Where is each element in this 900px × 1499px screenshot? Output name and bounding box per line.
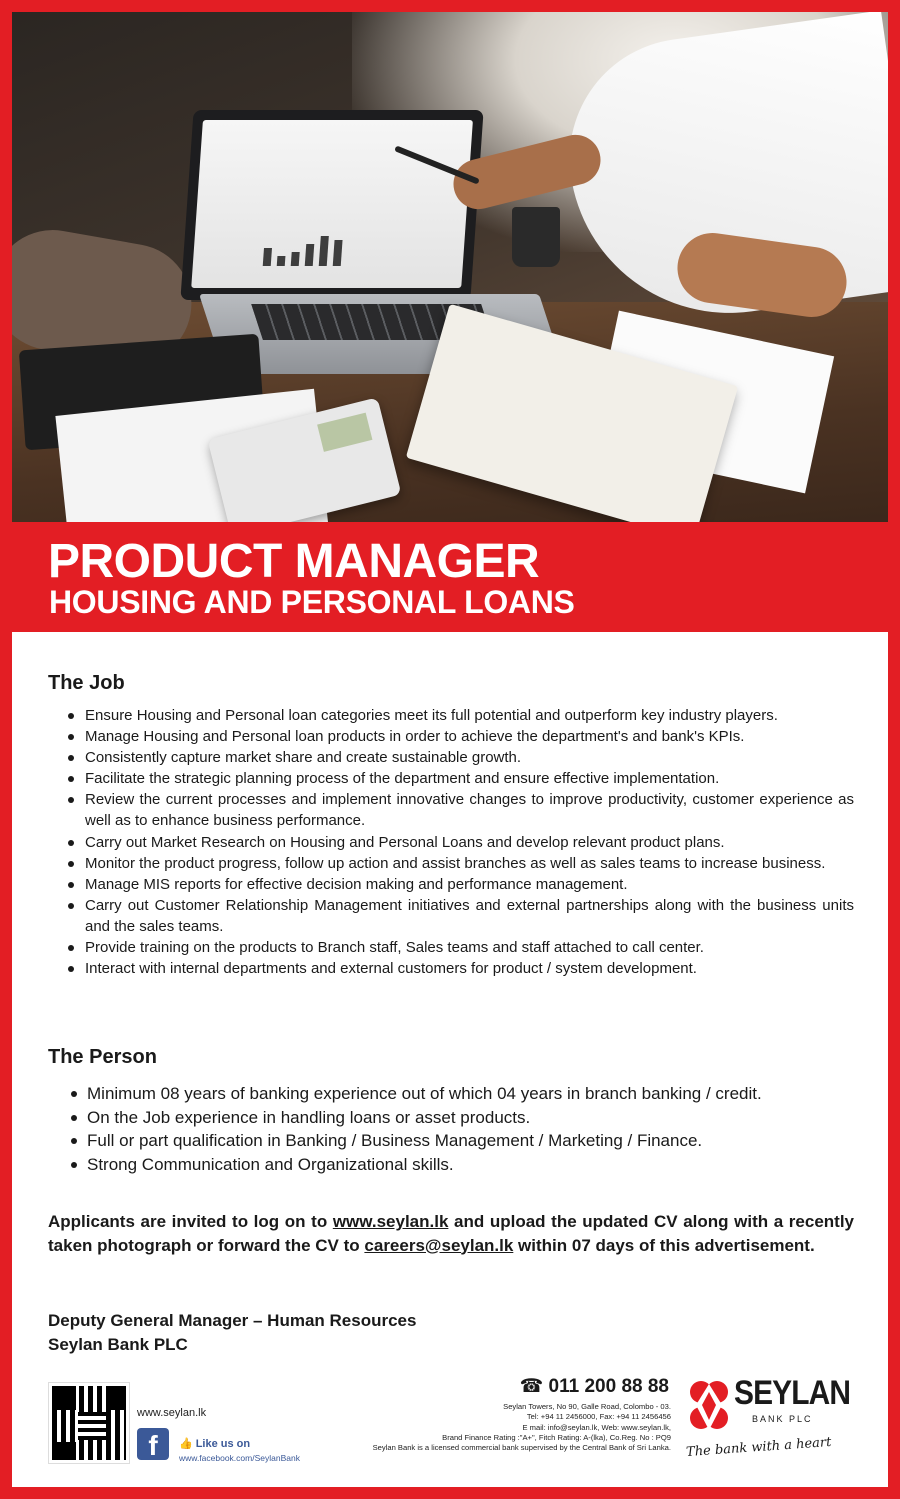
job-title: PRODUCT MANAGER bbox=[48, 535, 540, 588]
address-line: E mail: info@seylan.lk, Web: www.seylan.lk, bbox=[522, 1422, 671, 1432]
job-duty-item: Interact with internal departments and external customers for product / system development. bbox=[62, 958, 854, 979]
job-duty-item: Facilitate the strategic planning process of the department and ensure effective implementation. bbox=[62, 768, 854, 789]
facebook-icon[interactable]: f bbox=[137, 1428, 169, 1460]
job-duties-list bbox=[62, 705, 854, 979]
job-duty-item: Monitor the product progress, follow up action and assist branches as well as sales teams to increase business. bbox=[62, 853, 854, 874]
signoff-title: Deputy General Manager – Human Resources bbox=[48, 1311, 417, 1330]
logo-tagline: The bank with a heart bbox=[685, 1434, 832, 1461]
email-link[interactable]: careers@seylan.lk bbox=[364, 1235, 514, 1255]
requirement-item: Full or part qualification in Banking / Business Management / Marketing / Finance. bbox=[66, 1129, 846, 1153]
requirement-item: Minimum 08 years of banking experience out of which 04 years in branch banking / credit. bbox=[66, 1082, 846, 1106]
footer-website[interactable]: www.seylan.lk bbox=[137, 1407, 207, 1419]
address-line: Brand Finance Rating :"A+", Fitch Rating: A-(lka), Co.Reg. No : PQ9 bbox=[442, 1432, 671, 1442]
job-duty-item: Consistently capture market share and create sustainable growth. bbox=[62, 747, 854, 768]
application-instructions: Applicants are invited to log on to www.seylan.lk and upload the updated CV along with a recently taken photograph or forward the CV to careers@seylan.lk within 07 days of this advertisement. bbox=[48, 1212, 855, 1255]
logo-subtitle: BANK PLC bbox=[752, 1414, 813, 1424]
address-line: Tel: +94 11 2456000, Fax: +94 11 2456456 bbox=[526, 1412, 671, 1422]
signoff-org: Seylan Bank PLC bbox=[48, 1334, 188, 1354]
job-duty-item: Ensure Housing and Personal loan categories meet its full potential and outperform key industry players. bbox=[62, 705, 854, 726]
job-duty-item: Manage Housing and Personal loan products in order to achieve the department's and bank's KPIs. bbox=[62, 726, 854, 747]
job-duty-item: Review the current processes and implement innovative changes to improve productivity, customer experience as well as to enhance business performance. bbox=[62, 789, 854, 831]
facebook-url[interactable]: www.facebook.com/SeylanBank bbox=[179, 1453, 300, 1463]
job-duty-item: Carry out Market Research on Housing and Personal Loans and develop relevant product plans. bbox=[62, 832, 854, 853]
address-line: Seylan Towers, No 90, Galle Road, Colombo - 03. bbox=[503, 1402, 671, 1411]
phone-number: ☎ 011 200 88 88 bbox=[519, 1376, 669, 1397]
person-requirements-list bbox=[66, 1082, 846, 1176]
requirement-item: On the Job experience in handling loans or asset products. bbox=[66, 1106, 846, 1130]
job-duty-item: Carry out Customer Relationship Management initiatives and external partnerships along with the business units and the sales teams. bbox=[62, 895, 854, 937]
website-link[interactable]: www.seylan.lk bbox=[332, 1212, 449, 1231]
seylan-logo-icon bbox=[688, 1378, 730, 1436]
like-us-label: 👍 Like us on bbox=[179, 1438, 251, 1450]
section-heading-job: The Job bbox=[48, 672, 125, 694]
section-heading-person: The Person bbox=[48, 1046, 157, 1068]
signoff bbox=[48, 1309, 416, 1356]
job-duty-item: Provide training on the products to Branch staff, Sales teams and staff attached to call center. bbox=[62, 937, 854, 958]
job-subtitle: HOUSING AND PERSONAL LOANS bbox=[49, 584, 575, 620]
qr-code-icon[interactable] bbox=[49, 1383, 129, 1463]
title-band bbox=[12, 522, 888, 632]
requirement-item: Strong Communication and Organizational skills. bbox=[66, 1153, 846, 1177]
hero-photo bbox=[12, 12, 888, 522]
job-duty-item: Manage MIS reports for effective decision making and performance management. bbox=[62, 874, 854, 895]
logo-wordmark: SEYLAN bbox=[734, 1374, 851, 1412]
phone-icon: ☎ bbox=[519, 1376, 544, 1397]
thumbs-up-icon: 👍 bbox=[179, 1438, 193, 1450]
address-line: Seylan Bank is a licensed commercial bank supervised by the Central Bank of Sri Lanka. bbox=[372, 1443, 671, 1453]
address-block bbox=[311, 1402, 671, 1453]
